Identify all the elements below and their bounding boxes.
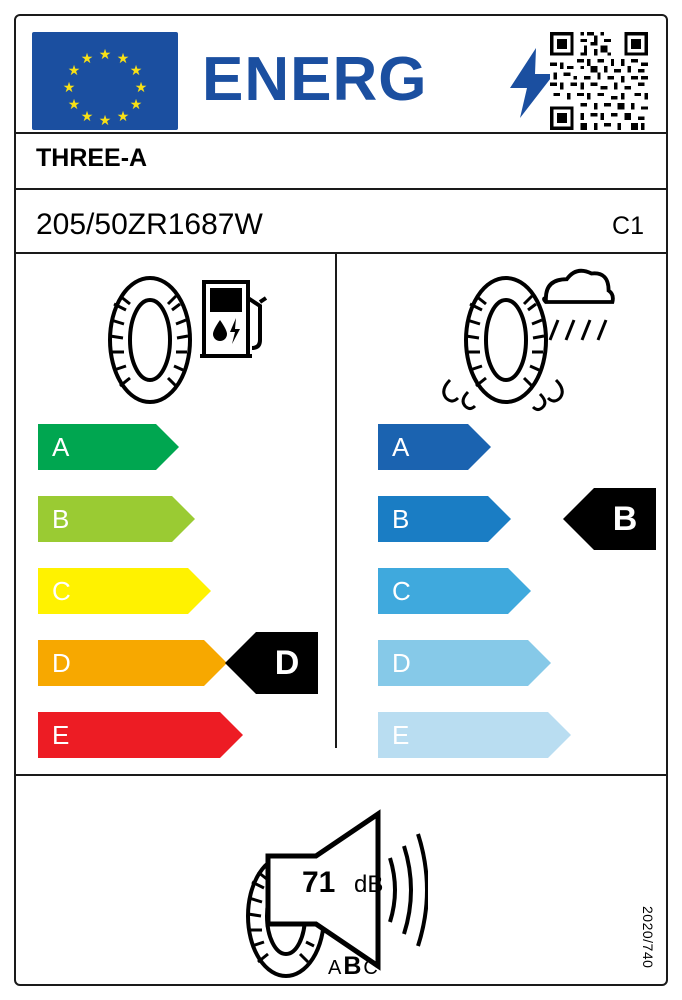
regulation-code: 2020/740 [640,905,656,968]
wet-grade-d-letter: D [392,647,411,678]
star: ★ [129,62,143,78]
noise-unit: dB [354,871,384,898]
fuel-selected-grade-letter: D [274,643,300,682]
energy-label-card [14,14,668,986]
star: ★ [116,50,130,66]
tyre-fuel-pump-icon [92,268,272,408]
wet-grade-a [378,424,468,470]
fuel-grade-d-letter: D [52,647,71,678]
star: ★ [80,108,94,124]
star: ★ [80,50,94,66]
fuel-grade-d [38,640,204,686]
divider-brand [16,188,666,190]
tyre-size: 205/50ZR1687W [36,208,263,241]
fuel-grade-e-letter: E [52,719,70,750]
star: ★ [98,112,112,128]
star: ★ [67,62,81,78]
star: ★ [134,79,148,95]
eu-flag-stars [32,32,178,130]
lightning-bolt-icon [510,48,554,118]
star: ★ [129,96,143,112]
eu-flag-icon [32,32,178,130]
fuel-grade-c-letter: C [52,575,71,606]
fuel-grade-b-letter: B [52,503,70,534]
star: ★ [67,96,81,112]
fuel-grade-c [38,568,188,614]
noise-value: 71 [302,866,336,899]
fuel-grade-a [38,424,156,470]
noise-class-c: C [363,957,378,979]
tyre-class: C1 [612,212,644,240]
star: ★ [116,108,130,124]
tyre-rain-cloud-icon [416,268,626,428]
divider-size [16,252,666,254]
wet-selected-grade [594,488,656,550]
wet-grade-b [378,496,488,542]
divider-vertical [335,252,337,748]
star: ★ [98,46,112,62]
wet-grade-a-letter: A [392,431,410,462]
label-header [16,16,666,132]
wet-grade-e-letter: E [392,719,410,750]
noise-class-b: B [343,952,362,980]
wet-grade-c [378,568,508,614]
brand-name: THREE-A [36,144,148,172]
fuel-grade-a-letter: A [52,431,70,462]
fuel-grade-e [38,712,220,758]
fuel-selected-grade [256,632,318,694]
wet-grade-b-letter: B [392,503,410,534]
qr-code-icon [550,32,648,130]
divider-noise [16,774,666,776]
fuel-grade-b [38,496,172,542]
star: ★ [62,79,76,95]
wet-selected-grade-letter: B [612,499,638,538]
wet-grade-e [378,712,548,758]
divider-header [16,132,666,134]
wet-grade-c-letter: C [392,575,411,606]
noise-class-scale [327,952,379,981]
noise-class-a: A [328,957,342,979]
wet-grade-d [378,640,528,686]
energy-wordmark: ENERG [202,45,428,114]
